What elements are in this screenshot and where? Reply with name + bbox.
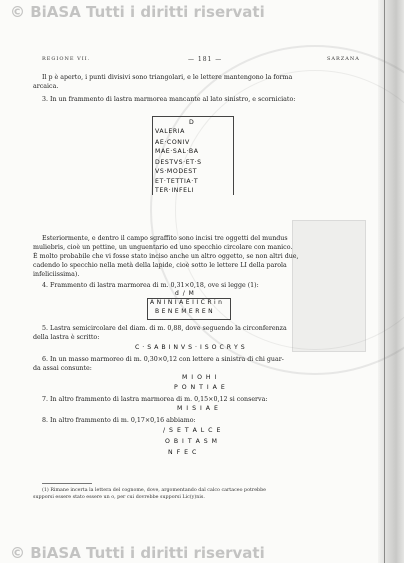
fragment-line: AE·CONIV <box>155 139 190 146</box>
item7-inscription: M I S I A E <box>177 405 219 412</box>
watermark-bottom: © BiASA Tutti i diritti riservati <box>10 544 265 562</box>
item5-lead: 5. Lastra semicircolare del diam. di m. 0,88, dove seguendo la circonferenza <box>42 325 287 332</box>
footnote-line: supporsi essere stato essere un o, per cui dovrebbe supporsi Lic(y)nis. <box>33 495 205 500</box>
intro-line: Il p è aperto, i punti divisivi sono triangolari, e le lettere mantengono la forma <box>42 74 293 81</box>
item4-line: A N I N I A E I I C R i n <box>150 299 223 306</box>
item4-line: d / M <box>175 290 195 297</box>
item6-line: M I O H I <box>182 374 218 381</box>
intro-line: arcaica. <box>33 83 59 90</box>
item6-lead: da assai consunte: <box>33 365 92 372</box>
item6-lead: 6. In un masso marmoreo di m. 0,30×0,12 con lettere a sinistra di chi guar- <box>42 356 284 363</box>
footnote-line: (1) Rimane incerta la lettera del cognome, dove, argomentando dal calco cartaceo potrebbe <box>42 488 267 493</box>
paragraph-line: cadendo lo specchio nella metà della lapide, cioè sotto le lettere LI della parola <box>33 262 287 269</box>
page-number: — 181 — <box>188 56 223 63</box>
fragment-line: MAE·SAL·BA <box>155 148 199 155</box>
fragment-line: D <box>189 119 195 126</box>
paragraph-line: Esteriormente, e dentro il campo sgraffito sono incisi tre oggetti del mundus <box>42 235 288 242</box>
header-place: SARZANA <box>327 56 360 62</box>
item5-inscription: C · S A B I N V S · I S O C R Y S <box>135 344 246 351</box>
item8-line: / S E T A L C E <box>163 427 222 434</box>
fragment-line: TER·INFELI <box>155 187 195 194</box>
item4-line: B E N E M E R E N <box>155 308 213 315</box>
item3-lead: 3. In un frammento di lastra marmorea mancante al lato sinistro, e scorniciato: <box>42 96 296 103</box>
fragment-line: VS·MODEST <box>155 168 198 175</box>
watermark-top: © BiASA Tutti i diritti riservati <box>10 3 265 21</box>
fragment-line: DESTVS·ET·S <box>155 159 202 166</box>
item4-lead: 4. Frammento di lastra marmorea di m. 0,31×0,18, ove si legge (1): <box>42 282 259 289</box>
item7-lead: 7. In altro frammento di lastra marmorea di m. 0,15×0,12 si conserva: <box>42 396 268 403</box>
item8-line: O B I T A S M <box>165 438 219 445</box>
item5-lead: della lastra è scritto: <box>33 334 100 341</box>
paragraph-line: È molto probabile che vi fosse stato inciso anche un altro oggetto, se non altri due, <box>33 253 299 260</box>
item8-line: N F E C <box>168 449 198 456</box>
item6-line: P O N T I A E <box>174 384 226 391</box>
item8-lead: 8. In altro frammento di m. 0,17×0,16 abbiamo: <box>42 417 196 424</box>
inscription-fragment-box <box>152 116 234 195</box>
paragraph-line: infeliciissima). <box>33 271 80 278</box>
paragraph-line: muliebris, cioè un pettine, un unguentario ed uno specchio circolare con manico. <box>33 244 293 251</box>
fragment-line: VALERIA <box>155 128 185 135</box>
fragment-line: ET·TETTIA·T <box>155 178 199 185</box>
footnote-rule <box>42 483 92 484</box>
header-region: REGIONE VII. <box>42 56 91 62</box>
watermark-tower <box>292 220 366 352</box>
